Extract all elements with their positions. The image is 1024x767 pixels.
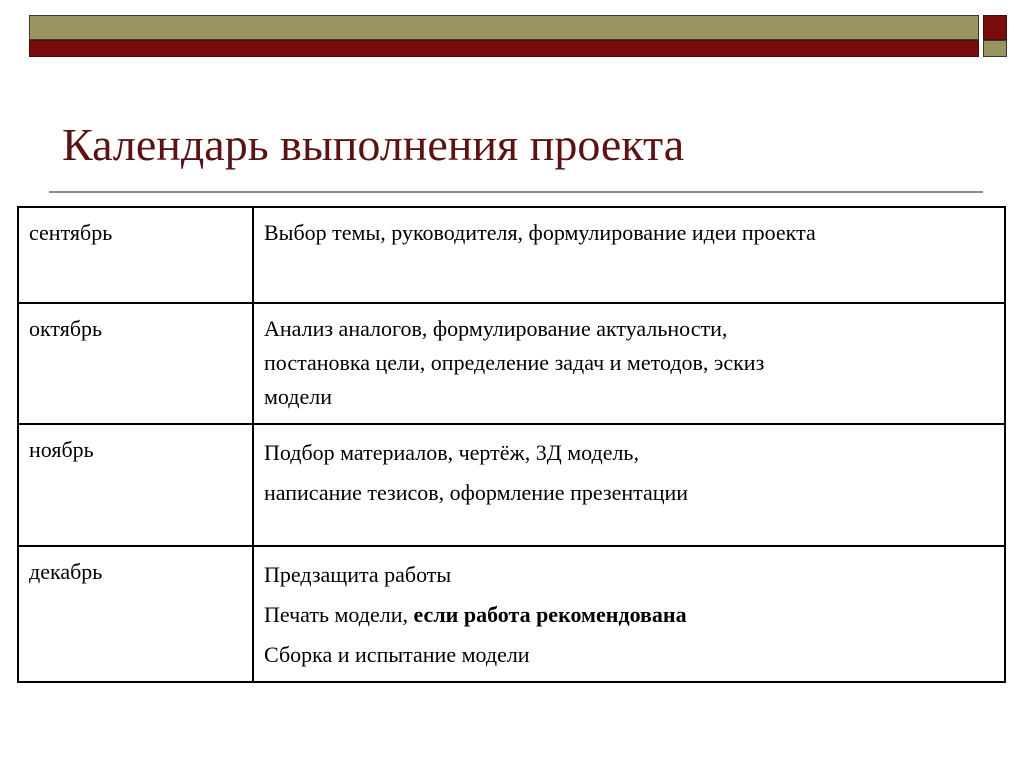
table-row <box>18 303 1005 424</box>
task-line: Выбор темы, руководителя, формулирование идеи проекта <box>264 220 816 245</box>
task-cell <box>253 207 1005 303</box>
month-cell: ноябрь <box>18 424 253 546</box>
task-line-bold: если работа рекомендована <box>413 602 687 627</box>
table-row <box>18 207 1005 303</box>
decorative-bar-maroon <box>29 40 979 57</box>
task-line: Предзащита работы <box>264 562 452 587</box>
slide-title: Календарь выполнения проекта <box>62 119 685 170</box>
title-divider <box>49 191 983 193</box>
month-cell: сентябрь <box>18 207 253 303</box>
month-cell: декабрь <box>18 546 253 682</box>
task-line: написание тезисов, оформление презентации <box>264 480 689 505</box>
task-cell <box>253 424 1005 546</box>
task-line-text: Печать модели, <box>264 602 414 627</box>
decorative-square-olive <box>983 40 1007 57</box>
task-line: модели <box>264 384 332 409</box>
month-cell: октябрь <box>18 303 253 424</box>
schedule-table <box>17 206 1006 683</box>
task-line: постановка цели, определение задач и методов, эскиз <box>264 350 765 375</box>
task-cell <box>253 303 1005 424</box>
table-row <box>18 546 1005 682</box>
decorative-square-maroon <box>983 15 1007 40</box>
table-row <box>18 424 1005 546</box>
task-line: Подбор материалов, чертёж, 3Д модель, <box>264 440 639 465</box>
task-line: Анализ аналогов, формулирование актуальности, <box>264 316 728 341</box>
decorative-bar-olive <box>29 15 979 40</box>
task-line: Сборка и испытание модели <box>264 642 530 667</box>
task-cell <box>253 546 1005 682</box>
task-line <box>264 595 994 635</box>
